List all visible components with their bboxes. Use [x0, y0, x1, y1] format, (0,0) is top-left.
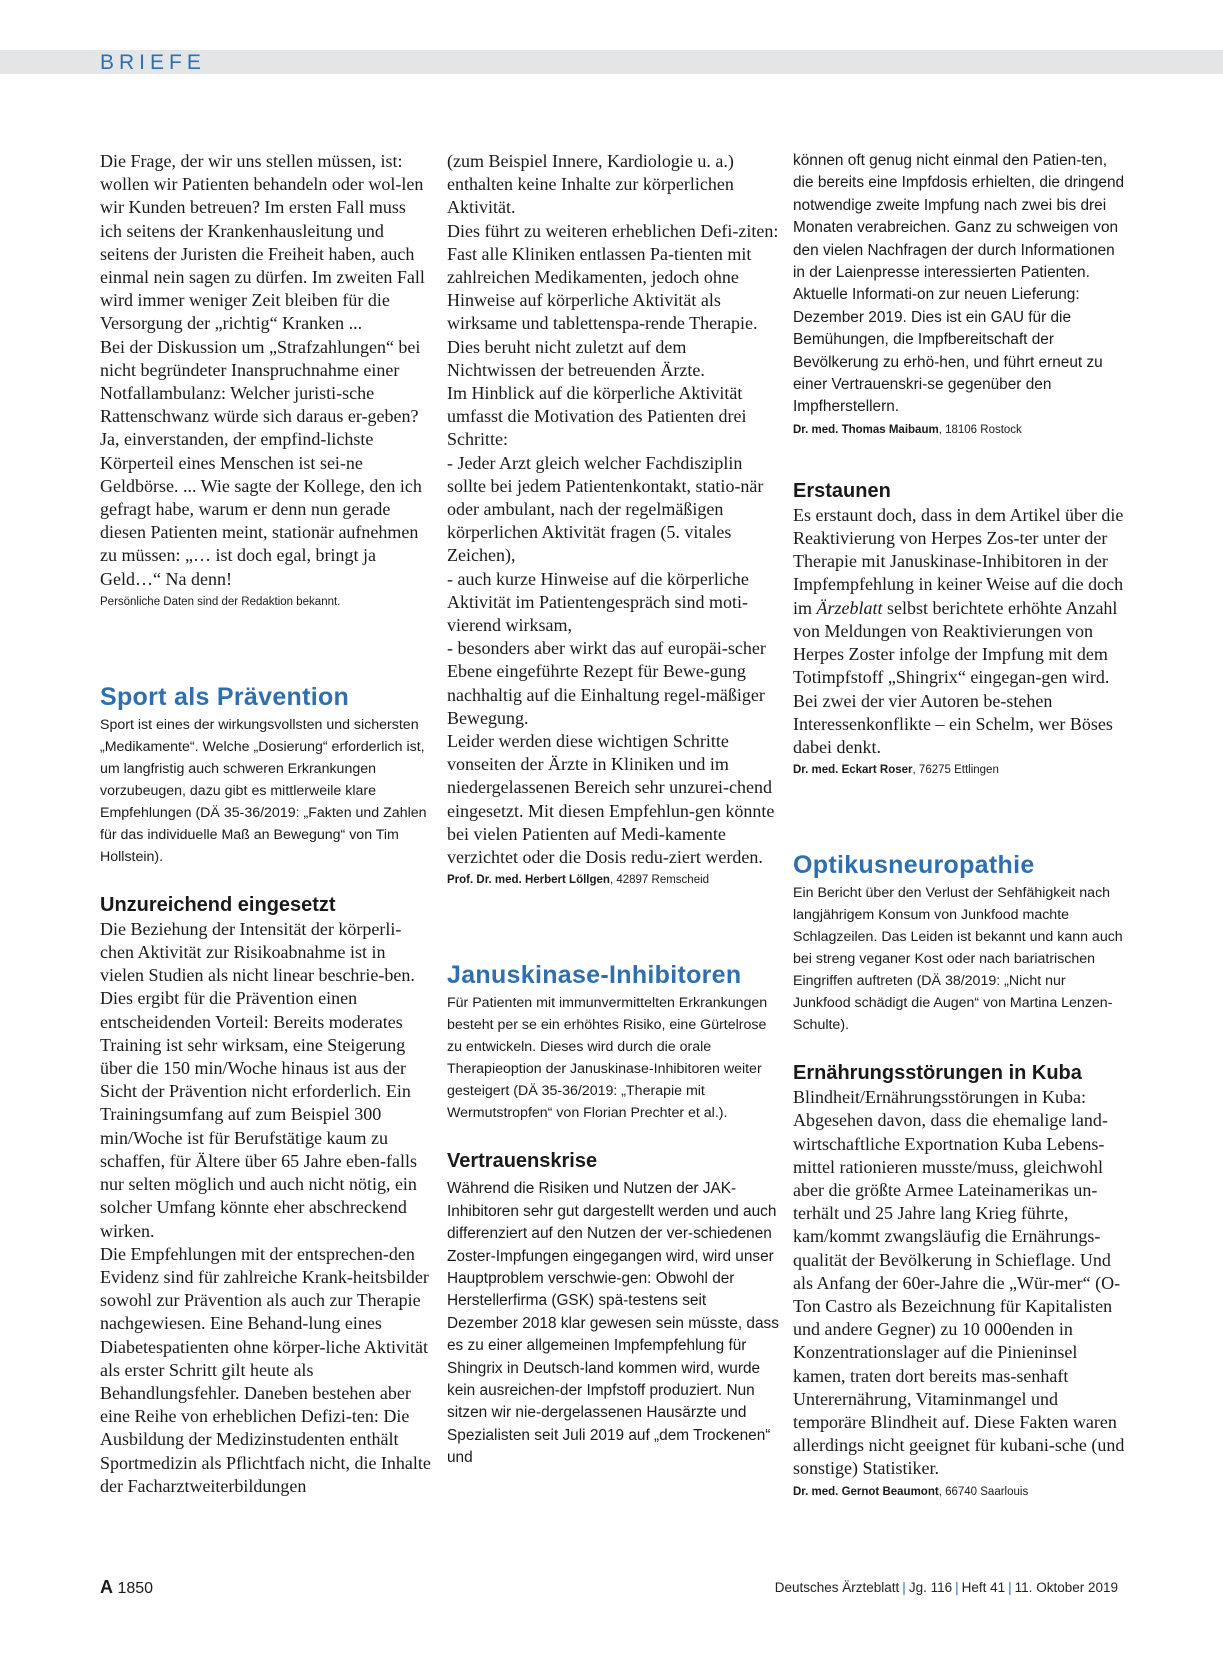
journal-info	[775, 1580, 1118, 1595]
emphasis-text: Ärzeblatt	[816, 597, 883, 618]
signature-name: Dr. med. Eckart Roser	[793, 764, 913, 777]
signature-name: Dr. med. Thomas Maibaum	[793, 423, 939, 436]
letter-continued-text-3: können oft genug nicht einmal den Patien-ten, die bereits eine Impfdosis erhielten, die dringend notwendige zweite Impfung nach zwei bis drei Monaten verabreichen. Ganz zu schweigen von den vielen Nachfragen der durch Informationen in der Laienpresse interessierten Patienten. Aktuelle Informati-on zur neuen Lieferung: Dezember 2019. Dies ist ein GAU für die Bemühungen, die Impfbereitschaft der Bevölkerung zu erhö-hen, und führt erneut zu einer Vertrauenskri-se gegenüber den Impfherstellern.	[793, 152, 1125, 416]
letter-heading-unzureichend: Unzureichend eingesetzt	[100, 893, 336, 916]
letter-text-kuba: Blindheit/Ernährungsstörungen in Kuba: Abgesehen davon, dass die ehemalige land-wirtschaftliche Exportnation Kuba Lebens-mittel rationieren musste/muss, gleichwohl aber die größte Armee Lateinamerikas un-terhält und 25 Jahre lang Krieg führte, kam/kommt zwangsläufig die Ernährungs-qualität der Bevölkerung in Schieflage. Und als Anfang der 60er-Jahre die „Wür-mer“ (O-Ton Castro als Bezeichnung für Kapitalisten und andere Gegner) zu 10 000enden in Konzentrationslager auf die Pinieninsel kamen, traten dort bereits mas-senhaft Unterernährung, Vitaminmangel und temporäre Blindheit auf. Diese Fakten waren allerdings nicht geeignet für kubani-sche (und sonstige) Statistiker.	[793, 1087, 1125, 1479]
letter-text-vertrauenskrise: Während die Risiken und Nutzen der JAK-Inhibitoren sehr gut dargestellt werden und auch differenziert auf den Nutzen der ver-schiedenen Zoster-Impfungen eingegangen wird, wird unser Hauptproblem verschwie-gen: Obwohl der Herstellerfirma (GSK) spä-testens seit Dezember 2018 klar gewesen sein müsste, dass es zu einer allgemeinen Impfempfehlung für Shingrix in Deutsch-land kommen wird, wurde kein ausreichen-der Impfstoff produziert. Nun sitzen wir nie-dergelassenen Hausärzte und Spezialisten seit Juli 2019 auf „dem Trockenen“ und	[447, 1180, 779, 1467]
page-prefix: A	[100, 1577, 113, 1597]
column-2	[447, 150, 779, 1470]
signature-name: Dr. med. Gernot Beaumont	[793, 1485, 939, 1498]
section-lead-januskinase: Für Patienten mit immunvermittelten Erkrankungen besteht per se ein erhöhtes Risiko, eine Gürtelrose zu entwickeln. Dieses wird durch die orale Therapieoption der Januskinase-Inhibitoren weiter gesteigert (DÄ 35-36/2019: „Therapie mit Wermutstropfen“ von Florian Prechter et al.).	[447, 995, 768, 1122]
journal-volume: Jg. 116	[908, 1580, 953, 1595]
section-title-januskinase: Januskinase-Inhibitoren	[447, 961, 742, 990]
letter-text-unzureichend: Die Beziehung der Intensität der körperli-chen Aktivität zur Risikoabnahme ist in vielen Studien als nicht linear beschrie-ben. Dies ergibt für die Prävention einen entscheidenden Vorteil: Bereits moderates Training ist sehr wirksam, eine Steigerung über die 150 min/Woche hinaus ist aus der Sicht der Prävention nicht erforderlich. Ein Trainingsumfang auf zum Beispiel 300 min/Woche ist für Berufstätige kaum zu schaffen, für Ältere über 65 Jahre eben-falls nur selten möglich und auch nicht nötig, ein solcher Umfang könnte eher abschreckend wirken. Die Empfehlungen mit der entsprechen-den Evidenz sind für zahlreiche Krank-heitsbilder sowohl zur Prävention als auch zur Therapie nachgewiesen. Eine Behand-lung eines Diabetespatienten ohne körper-liche Aktivität als erster Schritt gilt heute als Behandlungsfehler. Daneben bestehen aber eine Reihe von erheblichen Defizi-ten: Die Ausbildung der Medizinstudenten enthält Sportmedizin als Pflichtfach nicht, die Inhalte der Facharztweiterbildungen	[100, 918, 431, 1496]
journal-date: 11. Oktober 2019	[1014, 1580, 1118, 1595]
text-part: Es erstaunt doch, dass in dem Artikel über die Reaktivierung von Herpes Zos-ter unter der Therapie mit Januskinase-Inhibitoren in der Impfempfehlung in keiner Weise auf die doch im	[793, 504, 1124, 618]
column-3	[793, 150, 1125, 1500]
letter-signature-roser	[793, 762, 1125, 778]
letter-signature-loellgen	[447, 872, 779, 888]
section-lead-sport: Sport ist eines der wirkungsvollsten und sichersten „Medikamente“. Welche „Dosierung“ erforderlich ist, um langfristig auch schweren Erkrankungen vorzubeugen, dazu gibt es mittlerweile klare Empfehlungen (DÄ 35-36/2019: „Fakten und Zahlen für das individuelle Maß an Bewegung“ von Tim Hollstein).	[100, 716, 427, 865]
signature-name: Prof. Dr. med. Herbert Löllgen	[447, 874, 610, 887]
journal-issue: Heft 41	[961, 1580, 1006, 1595]
signature-place: , 18106 Rostock	[938, 423, 1022, 436]
letter-continued-text-2: (zum Beispiel Innere, Kardiologie u. a.) enthalten keine Inhalte zur körperlichen Aktivität. Dies führt zu weiteren erheblichen Defi-ziten: Fast alle Kliniken entlassen Pa-tienten mit zahlreichen Medikamenten, jedoch ohne Hinweise auf körperliche Aktivität als wirksame und tablettenspa-rende Therapie. Dies beruht nicht zuletzt auf dem Nichtwissen der betreuenden Ärzte. Im Hinblick auf die körperliche Aktivität umfasst die Motivation des Patienten drei Schritte: - Jeder Arzt gleich welcher Fachdisziplin sollte bei jedem Patientenkontakt, statio-när oder ambulant, nach der regelmäßigen körperlichen Aktivität fragen (5. vitales Zeichen), - auch kurze Hinweise auf die körperliche Aktivität im Patientengespräch sind moti-vierend wirksam, - besonders aber wirkt das auf europäi-scher Ebene eingeführte Rezept für Bewe-gung nachhaltig auf die Einhaltung regel-mäßiger Bewegung. Leider werden diese wichtigen Schritte vonseiten der Ärzte in Kliniken und im niedergelassenen Bereich sehr unzurei-chend eingesetzt. Mit diesen Empfehlun-gen könnte bei vielen Patienten auf Medi-kamente verzichtet oder die Dosis redu-ziert werden.	[447, 151, 779, 868]
column-1	[100, 150, 432, 1498]
signature-place: , 76275 Ettlingen	[912, 764, 999, 777]
text-part: selbst berichtete erhöhte Anzahl von Meldungen von Reaktivierungen von Herpes Zoster infolge der Impfung mit dem Totimpfstoff „Shingrix“ eingegan-gen wird. Bei zwei der vier Autoren be-stehen Interessenkonflikte – ein Schelm, wer Böses dabei denkt.	[793, 597, 1118, 757]
journal-name: Deutsches Ärzteblatt	[774, 1580, 900, 1595]
divider: |	[1008, 1580, 1012, 1595]
letter-continued-text: Die Frage, der wir uns stellen müssen, ist: wollen wir Patienten behandeln oder wol-len wir Kunden betreuen? Im ersten Fall muss ich seitens der Krankenhausleitung und seitens der Juristen die Freiheit haben, auch einmal nein sagen zu dürfen. Im zweiten Fall wird immer weniger Zeit bleiben für die Versorgung der „richtig“ Kranken ... Bei der Diskussion um „Strafzahlungen“ bei nicht begründeter Inanspruchnahme einer Notfallambulanz: Welcher juristi-sche Rattenschwanz würde sich daraus er-geben? Ja, einverstanden, der empfind-lichste Körperteil eines Menschen ist sei-ne Geldbörse. ... Wie sagte der Kollege, den ich gefragt habe, warum er denn nun gerade diesen Patienten meint, stationär aufnehmen zu müssen: „… ist doch egal, bringt ja Geld…“ Na denn!	[100, 151, 425, 589]
divider: |	[902, 1580, 906, 1595]
signature-place: , 66740 Saarlouis	[938, 1485, 1029, 1498]
letter-signature: Persönliche Daten sind der Redaktion bekannt.	[100, 595, 341, 608]
signature-place: , 42897 Remscheid	[609, 874, 710, 887]
letter-signature-beaumont	[793, 1484, 1125, 1500]
letter-heading-vertrauenskrise: Vertrauenskrise	[447, 1150, 598, 1173]
letter-text-erstaunen	[793, 504, 1125, 759]
letter-signature-maibaum	[793, 422, 1125, 438]
divider: |	[955, 1580, 959, 1595]
section-lead-optikus: Ein Bericht über den Verlust der Sehfähigkeit nach langjährigem Konsum von Junkfood machte Schlagzeilen. Das Leiden ist bekannt und kann auch bei streng veganer Kost oder nach bariatrischen Eingriffen auftreten (DÄ 38/2019: „Nicht nur Junkfood schädigt die Augen“ von Martina Lenzen-Schulte).	[793, 885, 1123, 1034]
letter-heading-kuba: Ernährungsstörungen in Kuba	[793, 1062, 1082, 1085]
page-number	[100, 1577, 153, 1598]
section-label: BRIEFE	[100, 51, 206, 74]
page-number-value: 1850	[117, 1580, 154, 1597]
section-title-sport: Sport als Prävention	[100, 682, 350, 711]
letter-heading-erstaunen: Erstaunen	[793, 479, 891, 502]
section-title-optikus: Optikusneuropathie	[793, 851, 1035, 880]
